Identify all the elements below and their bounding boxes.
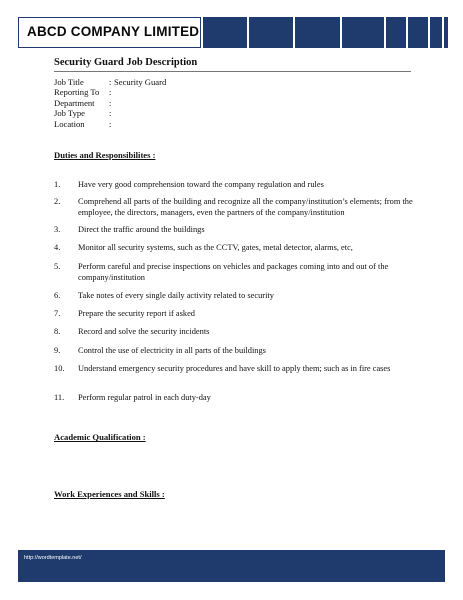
duty-number: 6.: [54, 291, 61, 300]
title-divider: [54, 71, 411, 72]
duty-item: [54, 327, 424, 338]
field-job-title: [54, 77, 166, 87]
duty-item: [54, 309, 424, 320]
duty-text: Have very good comprehension toward the company regulation and rules: [78, 180, 324, 189]
duty-text: Direct the traffic around the buildings: [78, 225, 205, 234]
field-value: Security Guard: [114, 77, 167, 87]
duty-item: [54, 225, 424, 236]
academic-qualification-heading: Academic Qualification :: [54, 432, 146, 442]
header-bar: [408, 17, 428, 48]
duty-text: Prepare the security report if asked: [78, 309, 195, 318]
duty-text: Perform regular patrol in each duty-day: [78, 393, 211, 402]
header-bar: [203, 17, 247, 48]
field-reporting-to: [54, 87, 166, 97]
duty-item: [54, 180, 424, 191]
duty-number: 8.: [54, 327, 61, 336]
field-separator: :: [109, 87, 112, 98]
field-label: Job Title: [54, 77, 84, 87]
duty-number: 11.: [54, 393, 65, 402]
field-location: [54, 119, 166, 129]
duty-number: 4.: [54, 243, 61, 252]
duty-text: Monitor all security systems, such as the CCTV, gates, metal detector, alarms, etc,: [78, 243, 353, 252]
duty-text: Understand emergency security procedures and have skill to apply them; such as in fire cases: [78, 364, 391, 373]
duty-text: Take notes of every single daily activity related to security: [78, 291, 274, 300]
duty-number: 3.: [54, 225, 61, 234]
field-separator: :: [109, 118, 112, 129]
duty-item: [54, 197, 424, 218]
field-label: Reporting To: [54, 87, 100, 98]
duty-item: [54, 243, 424, 254]
field-label: Department: [54, 97, 95, 108]
duty-number: 2.: [54, 197, 61, 206]
company-name: ABCD COMPANY LIMITED: [27, 24, 200, 39]
duty-text: Control the use of electricity in all parts of the buildings: [78, 346, 266, 355]
header-bar: [386, 17, 406, 48]
header-bar: [430, 17, 442, 48]
duty-number: 1.: [54, 180, 61, 189]
duty-item: [54, 262, 424, 283]
footer-url: http://wordtemplate.net/: [24, 555, 82, 561]
field-separator: :: [109, 77, 112, 87]
duty-number: 10.: [54, 364, 65, 373]
duty-item: [54, 393, 424, 404]
field-separator: :: [109, 97, 112, 108]
document-title: Security Guard Job Description: [54, 57, 198, 68]
duty-item: [54, 291, 424, 302]
field-department: [54, 98, 166, 108]
duty-item: [54, 364, 424, 375]
job-fields: [54, 77, 166, 129]
field-label: Job Type: [54, 108, 85, 119]
company-name-box: [18, 17, 201, 48]
duty-text: Record and solve the security incidents: [78, 327, 210, 336]
field-label: Location: [54, 118, 85, 129]
header-bar: [342, 17, 384, 48]
field-job-type: [54, 108, 166, 118]
duty-number: 9.: [54, 346, 61, 355]
work-experience-heading: Work Experiences and Skills :: [54, 489, 165, 499]
duties-heading: Duties and Responsibilites :: [54, 150, 156, 160]
header-bar: [249, 17, 293, 48]
duty-number: 7.: [54, 309, 61, 318]
header-bar: [295, 17, 340, 48]
duty-number: 5.: [54, 262, 61, 271]
page-footer: [18, 550, 445, 582]
duty-item: [54, 346, 424, 357]
duty-text: Perform careful and precise inspections on vehicles and packages coming into and out of the company/institution: [78, 262, 389, 282]
header-bar: [444, 17, 448, 48]
field-separator: :: [109, 108, 112, 119]
duty-text: Comprehend all parts of the building and recognize all the company/institution’s elements; from the employee, the directors, managers, even the partners of the company/institution: [78, 197, 413, 217]
page-header: [18, 17, 450, 50]
